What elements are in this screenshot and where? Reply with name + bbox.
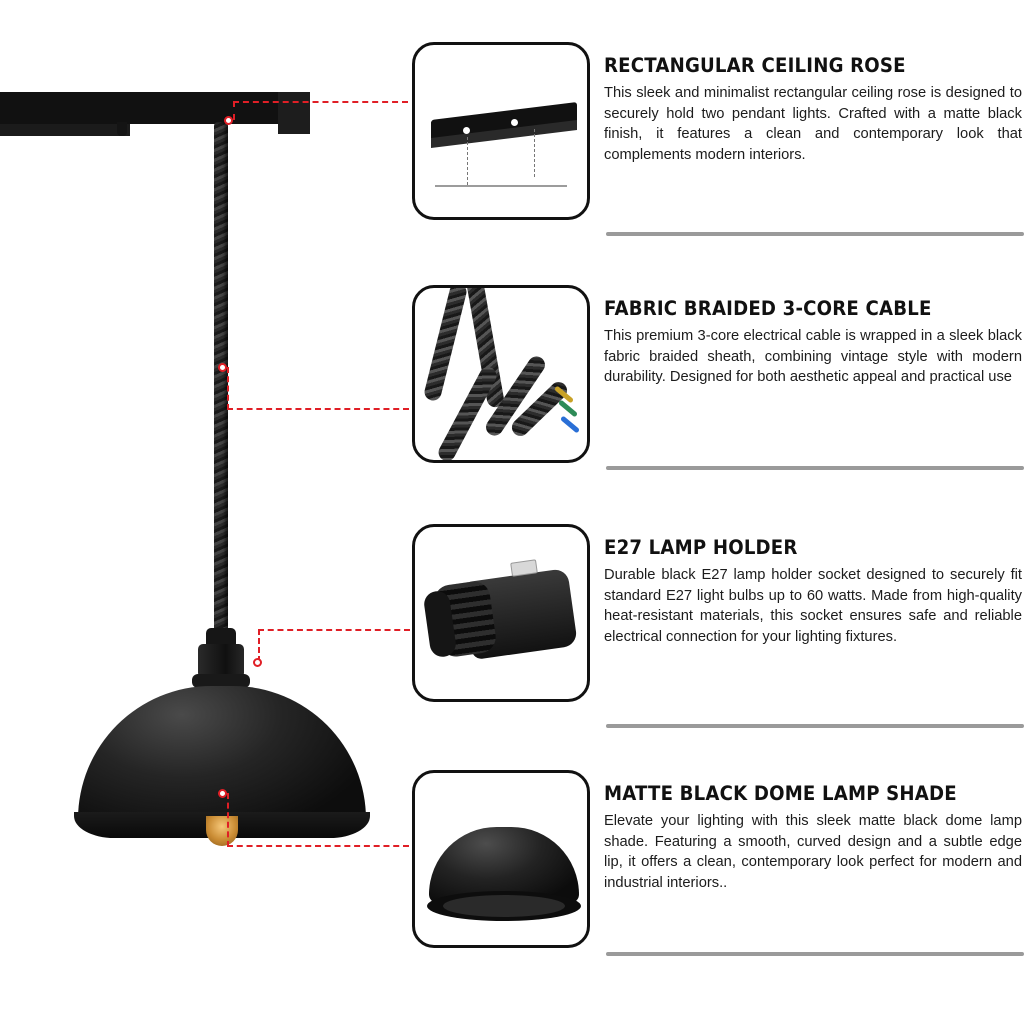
rose-wire-guide xyxy=(467,137,468,185)
feature-divider xyxy=(606,466,1024,470)
feature-divider xyxy=(606,232,1024,236)
leader-line-cable xyxy=(227,408,409,410)
rose-mount-hole xyxy=(463,127,470,134)
callout-dot-dome-shade xyxy=(218,789,227,798)
feature-item xyxy=(412,42,1024,220)
dome-shade-thumbnail xyxy=(412,770,590,948)
feature-item xyxy=(412,524,1024,702)
feature-item xyxy=(412,770,1024,948)
feature-body: This sleek and minimalist rectangular ceiling rose is designed to securely hold two pendant lights. Crafted with a matte black finish, it features a clean and contemporary look that complements modern interiors. xyxy=(604,85,1022,163)
ceiling-rose-thumbnail xyxy=(412,42,590,220)
leader-elbow-dome-shade xyxy=(227,793,229,847)
rose-wire-guide xyxy=(534,129,535,177)
leader-elbow-cable xyxy=(227,367,229,410)
feature-title: E27 LAMP HOLDER xyxy=(604,536,798,559)
ceiling-rose-end-cap xyxy=(278,92,310,134)
ceiling-rose-bar-edge xyxy=(0,124,130,136)
braided-cable-thumbnail xyxy=(412,285,590,463)
callout-dot-cable xyxy=(218,363,227,372)
neutral-wire-tip xyxy=(558,400,578,418)
leader-elbow-ceiling-rose xyxy=(233,101,235,120)
live-wire-tip xyxy=(560,416,580,434)
leader-line-ceiling-rose xyxy=(233,101,408,103)
feature-body: Durable black E27 lamp holder socket designed to securely fit standard E27 light bulbs up to 60 watts. Made from high-quality heat-resistant materials, this socket ensures safe and reliable electrical connection for your lighting fixtures. xyxy=(604,567,1022,645)
light-bulb xyxy=(206,816,238,846)
rose-baseline xyxy=(435,185,567,187)
leader-elbow-lamp-holder xyxy=(258,629,260,662)
ceiling-rose-bar xyxy=(0,92,310,124)
ceiling-rose-screw xyxy=(117,122,127,136)
lamp-holder-thumbnail xyxy=(412,524,590,702)
feature-body: Elevate your lighting with this sleek matte black dome lamp shade. Featuring a smooth, curved design and a subtle edge lip, it offers a clean, contemporary look perfect for modern and industrial interiors.. xyxy=(604,813,1022,891)
feature-title: FABRIC BRAIDED 3-CORE CABLE xyxy=(604,297,932,320)
leader-line-lamp-holder xyxy=(258,629,410,631)
feature-title: RECTANGULAR CEILING ROSE xyxy=(604,54,906,77)
rose-mount-hole xyxy=(511,119,518,126)
product-illustration xyxy=(0,0,420,1024)
feature-body: This premium 3-core electrical cable is wrapped in a sleek black fabric braided sheath, combining vintage style with modern durability. Designed for both aesthetic appeal and practical use xyxy=(604,328,1022,385)
feature-text xyxy=(604,770,1024,948)
cable-strand xyxy=(423,285,469,402)
dome-lamp-shade xyxy=(78,686,366,830)
callout-dot-ceiling-rose xyxy=(224,116,233,125)
leader-line-dome-shade xyxy=(227,845,409,847)
feature-divider xyxy=(606,952,1024,956)
feature-text xyxy=(604,285,1024,463)
feature-text xyxy=(604,524,1024,702)
feature-title: MATTE BLACK DOME LAMP SHADE xyxy=(604,782,957,805)
feature-item xyxy=(412,285,1024,463)
lamp-holder-body xyxy=(198,644,244,678)
pendant-cable xyxy=(214,122,228,632)
feature-divider xyxy=(606,724,1024,728)
dome-shade-interior-shape xyxy=(443,895,565,917)
callout-dot-lamp-holder xyxy=(253,658,262,667)
feature-text xyxy=(604,42,1024,220)
cable-strand xyxy=(436,364,500,463)
feature-list xyxy=(412,0,1024,1024)
